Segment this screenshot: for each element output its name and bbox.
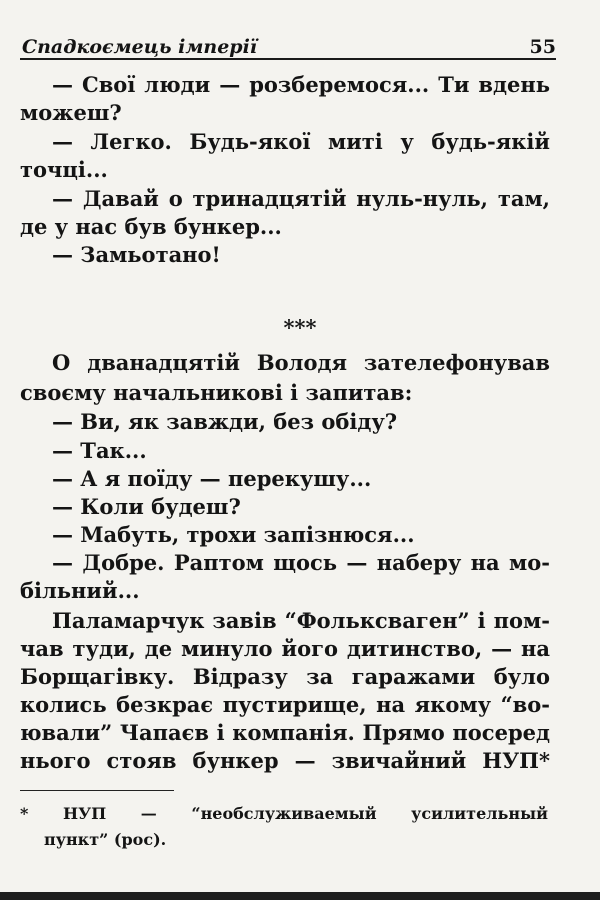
footnote-line: пункт” (рос). [44, 830, 167, 849]
text-line: можеш? [20, 100, 122, 125]
footnote-line: * НУП — “необслуживаемый усилительный [20, 804, 548, 823]
page-number: 55 [529, 36, 556, 58]
text-line: — Замьотано! [52, 242, 221, 267]
text-line: О дванадцятій Володя зателефонував [52, 350, 550, 375]
text-line: — Свої люди — розберемося... Ти вдень [52, 72, 550, 97]
text-line: — А я поїду — перекушу... [52, 466, 372, 491]
header-divider [20, 58, 556, 60]
text-line: Паламарчук завів “Фольксваген” і пом- [52, 608, 550, 633]
footnote-divider [20, 790, 174, 791]
text-line: більний... [20, 578, 140, 603]
text-line: — Добре. Раптом щось — наберу на мо- [52, 550, 550, 575]
section-separator: *** [283, 315, 317, 340]
page-bottom-edge [0, 892, 600, 900]
text-line: точці... [20, 157, 108, 182]
running-title: Спадкоємець імперії [22, 36, 258, 58]
text-line: колись безкрає пустирище, на якому “во- [20, 692, 550, 717]
text-line: чав туди, де минуло його дитинство, — на [20, 636, 550, 661]
text-line: де у нас був бункер... [20, 214, 282, 239]
text-line: — Мабуть, трохи запізнюся... [52, 522, 415, 547]
page-header [22, 30, 556, 58]
text-line: — Так... [52, 438, 147, 463]
text-line: своєму начальникові і запитав: [20, 380, 413, 405]
text-line: — Ви, як завжди, без обіду? [52, 409, 398, 434]
text-line: Борщагівку. Відразу за гаражами було [20, 664, 550, 689]
text-line: — Легко. Будь-якої миті у будь-якій [52, 129, 550, 154]
text-line: — Коли будеш? [52, 494, 241, 519]
text-line: — Давай о тринадцятій нуль-нуль, там, [52, 186, 550, 211]
text-line: ювали” Чапаєв і компанія. Прямо посеред [20, 720, 550, 745]
text-line: нього стояв бункер — звичайний НУП* [20, 748, 550, 773]
